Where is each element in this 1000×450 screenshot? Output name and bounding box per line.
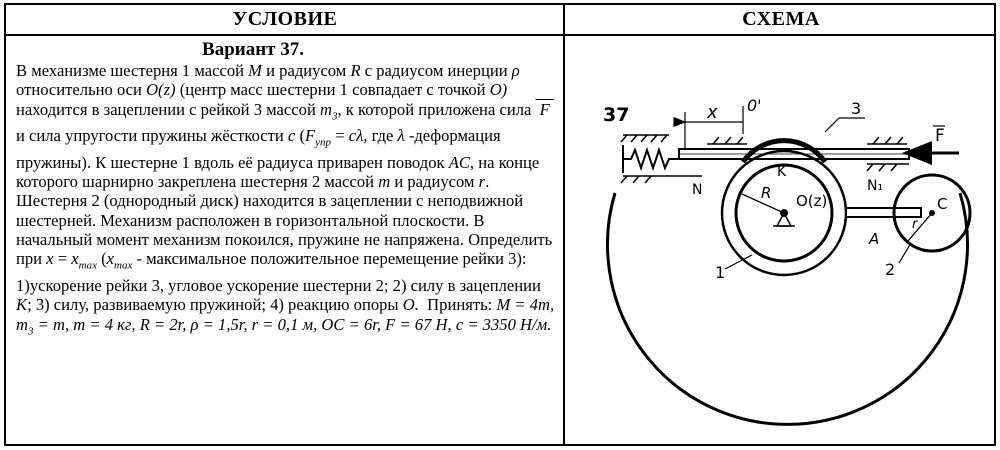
gear-1-label: 1 bbox=[715, 263, 726, 282]
variant-number: 37 bbox=[603, 104, 630, 126]
a-label: A bbox=[869, 230, 880, 248]
task-table bbox=[4, 3, 996, 446]
n-label: N bbox=[692, 182, 703, 198]
r-label-small: r bbox=[912, 217, 918, 232]
o-label: O(z) bbox=[796, 192, 828, 210]
condition-cell bbox=[16, 39, 560, 341]
scheme-cell bbox=[567, 36, 997, 445]
bottom-guide-right bbox=[867, 164, 909, 171]
gear-2-label: 2 bbox=[885, 260, 896, 279]
rack-label: 3 bbox=[851, 99, 862, 118]
spring bbox=[623, 150, 679, 168]
c-label: C bbox=[937, 195, 948, 213]
x-label: x bbox=[707, 102, 718, 123]
column-divider bbox=[563, 5, 565, 444]
top-guide-left bbox=[707, 137, 747, 144]
mechanism-diagram bbox=[567, 36, 997, 445]
origin-label: 0' bbox=[747, 96, 762, 115]
variant-title: Вариант 37. bbox=[202, 39, 304, 60]
rod-ac bbox=[846, 208, 921, 217]
r-label-big: R bbox=[761, 184, 772, 202]
scheme-header: СХЕМА bbox=[742, 7, 820, 30]
n1-label: N₁ bbox=[867, 178, 884, 194]
condition-header: УСЛОВИЕ bbox=[232, 7, 338, 30]
bottom-guide-left bbox=[621, 176, 702, 183]
force-label: F bbox=[935, 126, 945, 146]
top-guide-right bbox=[867, 137, 907, 144]
k-label: K bbox=[777, 164, 787, 180]
condition-text: В механизме шестерня 1 массой M и радиусом R с радиусом инерции ρ относительно оси O(z) (центр масс шестерни 1 совпадает с точкой O) находится в зацеплении с рейкой 3 массой $m_3$, к которой приложена сила F и сила упругости пружины жёсткости c ($F_{упр} = c\lambda$, где λ -деформация пружины). К шестерне 1 вдоль её радиуса приварен поводок AC, на конце которого шарнирно закреплена шестерня 2 массой m и радиусом r. Шестерня 2 (однородный диск) находится в зацеплении с неподвижной шестерней. Механизм расположен в горизонтальной плоскости. В начальный момент механизм покоился, пружине не напряжена. Определить при $x = x_{max}$ ($x_{max}$ - максимальное положительное перемещение рейки 3): 1)ускорение рейки 3, угловое ускорение шестерни 2; 2) силу в зацеплении K; 3) силу, развиваемую пружиной; 4) реакцию опоры O. Принять: M = 4m, $m_3 = m$, m = 4 кг, R = 2r, ρ = 1,5r, r = 0,1 м, OC = 6r, F = 67 Н, c = 3350 Н/м. bbox=[16, 61, 555, 337]
